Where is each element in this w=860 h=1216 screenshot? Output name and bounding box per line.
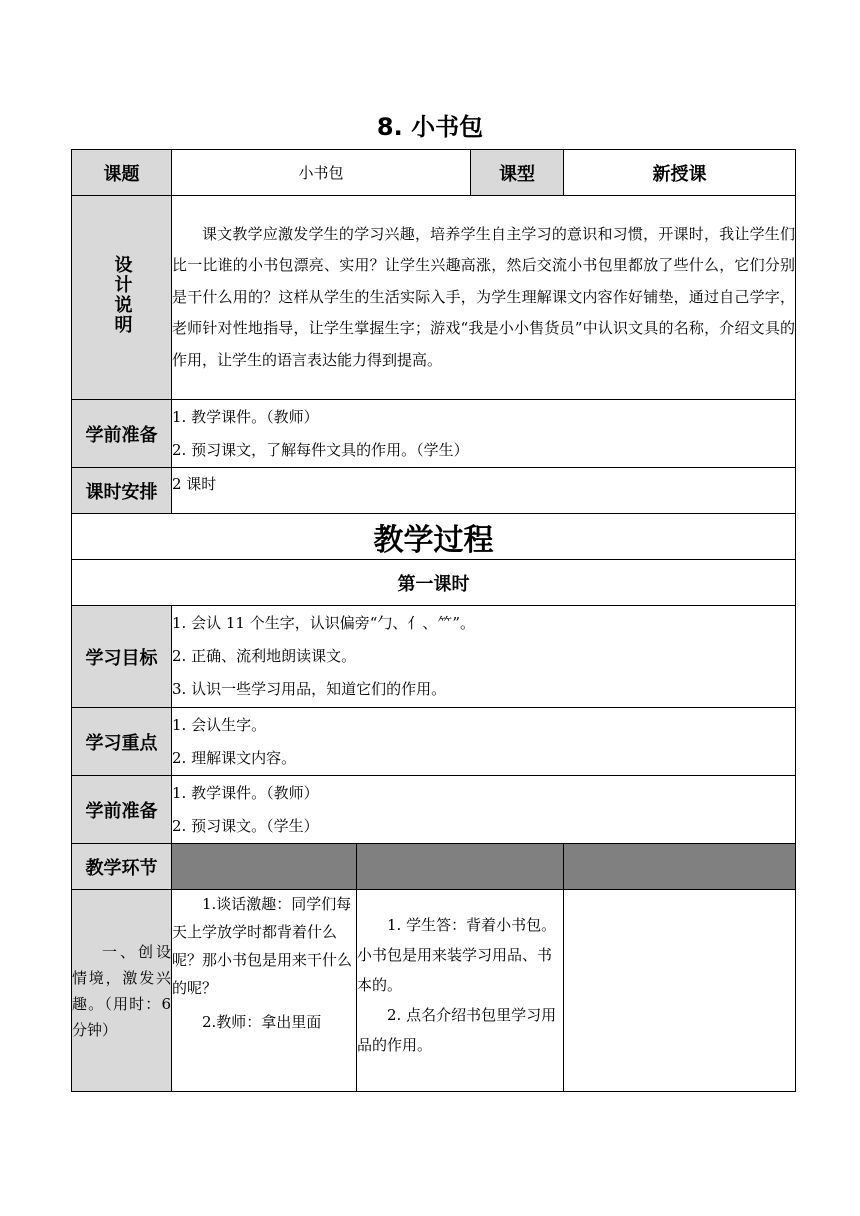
goals-row [72, 606, 796, 708]
schedule-row [72, 468, 796, 514]
prep-item: 2. 预习课文，了解每件文具的作用。（学生） [172, 440, 469, 459]
goal-item: 2. 正确、流利地朗读课文。 [172, 647, 357, 665]
goals-items [172, 606, 796, 708]
process-title-row [72, 514, 796, 560]
lesson1-prep-item: 2. 预习课文。（学生） [172, 816, 319, 835]
goal-item: 3. 认识一些学习用品，知道它们的作用。 [172, 680, 447, 698]
type-value: 新授课 [564, 150, 796, 196]
schedule-value: 2 课时 [172, 475, 217, 493]
schedule-cell [172, 468, 796, 514]
lesson1-title-row [72, 560, 796, 606]
step1-name-cell [72, 890, 172, 1092]
lesson1-title: 第一课时 [72, 560, 796, 606]
prep-row [72, 400, 796, 468]
schedule-label: 课时安排 [72, 468, 172, 514]
focus-label: 学习重点 [72, 708, 172, 776]
steps-header-col-student [357, 844, 564, 890]
focus-row [72, 708, 796, 776]
step1-teacher-item: 2.教师：拿出里面 [202, 1013, 322, 1031]
design-row [72, 196, 796, 400]
topic-value: 小书包 [172, 150, 471, 196]
steps-label: 教学环节 [72, 844, 172, 890]
lesson1-prep-label: 学前准备 [72, 776, 172, 844]
page-title: 8. 小书包 [376, 113, 484, 141]
goal-item: 1. 会认 11 个生字，认识偏旁“勹、亻、⺮”。 [172, 614, 476, 632]
step1-teacher-cell [172, 890, 357, 1092]
lesson1-prep-items [172, 776, 796, 844]
step1-student-cell [357, 890, 564, 1092]
steps-header-row [72, 844, 796, 890]
step1-row [72, 890, 796, 1092]
design-label: 设计说明 [111, 255, 133, 335]
step1-teacher-item: 1.谈话激趣：同学们每天上学放学时都背着什么呢？那小书包是用来干什么的呢？ [172, 895, 353, 997]
prep-label: 学前准备 [72, 400, 172, 468]
step1-student-item: 2. 点名介绍书包里学习用品的作用。 [357, 1006, 557, 1054]
type-label: 课型 [471, 150, 564, 196]
design-label-cell [72, 196, 172, 400]
goals-label: 学习目标 [72, 606, 172, 708]
focus-item: 2. 理解课文内容。 [172, 748, 297, 767]
lesson1-prep-item: 1. 教学课件。（教师） [172, 783, 319, 802]
steps-header-col-teacher [172, 844, 357, 890]
step1-notes-cell [564, 890, 796, 1092]
step1-student-item: 1. 学生答：背着小书包。小书包是用来装学习用品、书本的。 [357, 916, 557, 994]
steps-header-col-notes [564, 844, 796, 890]
prep-items [172, 400, 796, 468]
topic-label: 课题 [72, 150, 172, 196]
focus-item: 1. 会认生字。 [172, 715, 267, 734]
lesson-plan-table [71, 149, 796, 1092]
step1-name: 一、创设情境，激发兴趣。（用时：6 分钟） [72, 942, 171, 1039]
lesson1-prep-row [72, 776, 796, 844]
focus-items [172, 708, 796, 776]
prep-item: 1. 教学课件。（教师） [172, 407, 319, 426]
design-text: 课文教学应激发学生的学习兴趣，培养学生自主学习的意识和习惯，开课时，我让学生们比一比谁的小书包漂亮、实用？让学生兴趣高涨，然后交流小书包里都放了些什么，它们分别是干什么用的？这样从学生的生活实际入手，为学生理解课文内容作好铺垫，通过自己学字，老师针对性地指导，让学生掌握生字；游戏“我是小小售货员”中认识文具的名称，介绍文具的作用，让学生的语言表达能力得到提高。 [172, 196, 796, 400]
header-row [72, 150, 796, 196]
process-title: 教学过程 [72, 514, 796, 560]
